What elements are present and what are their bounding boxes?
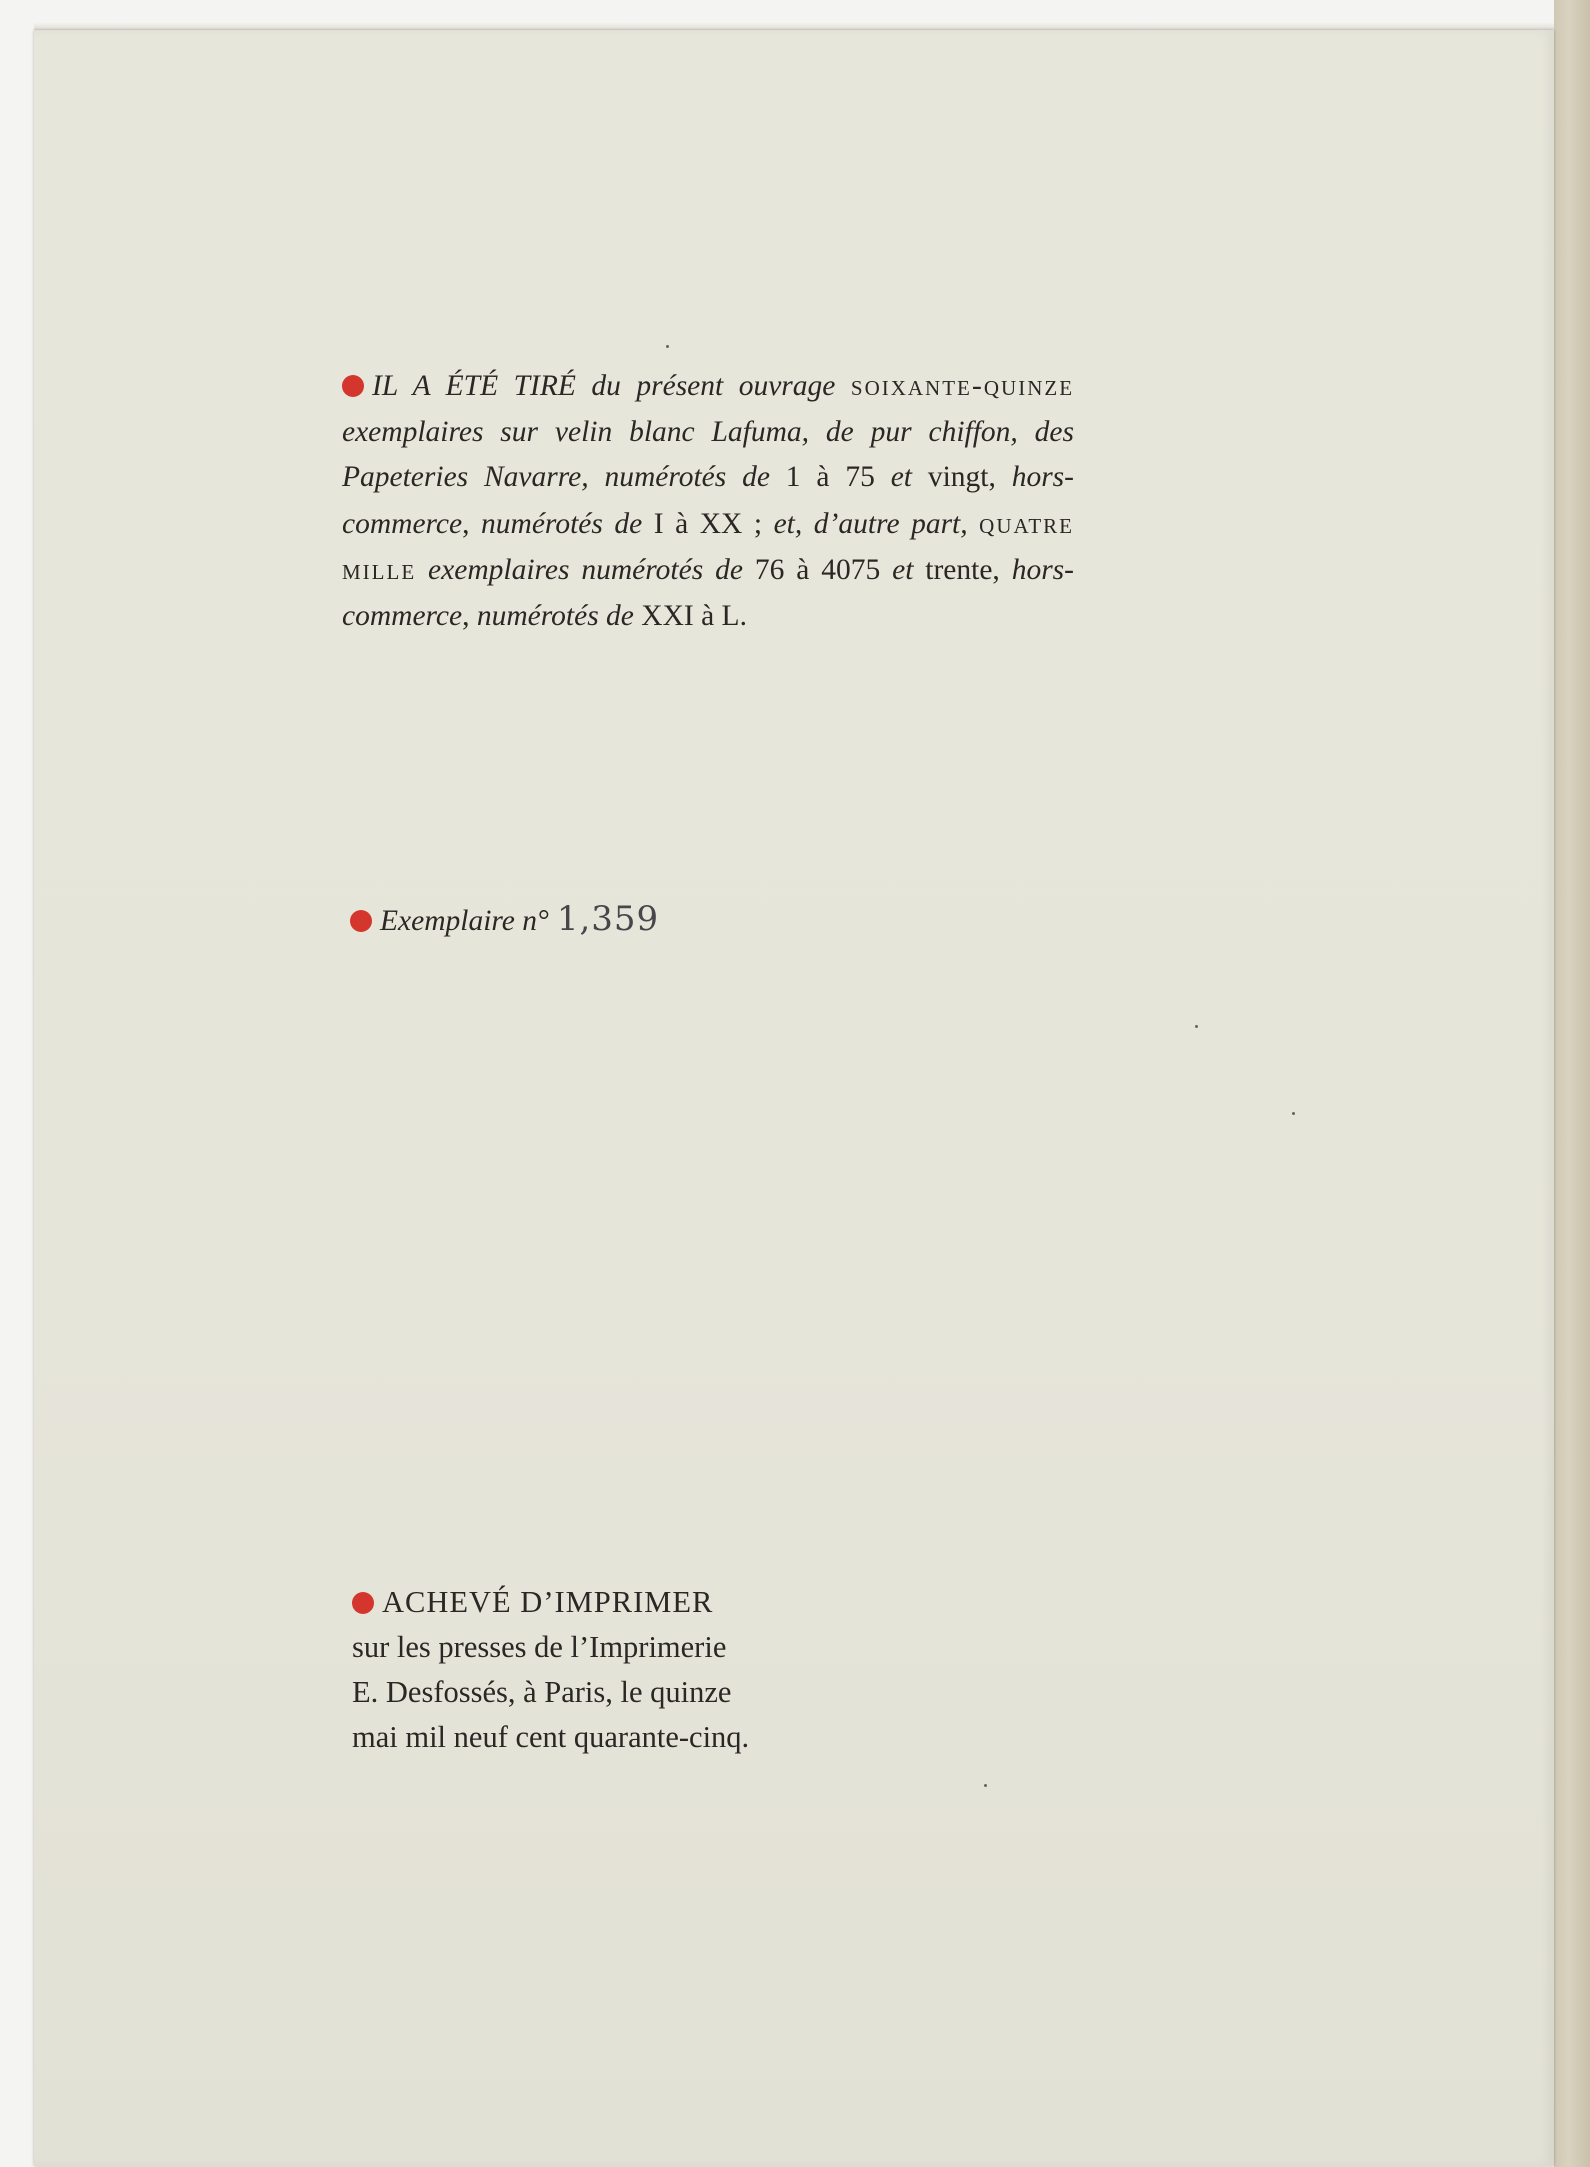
edition-run: exemplaires numérotés de: [416, 554, 755, 586]
edition-run: vingt,: [927, 461, 1012, 493]
edition-statement: [342, 363, 1074, 639]
printing-line: E. Desfossés, à Paris, le quinze: [352, 1675, 732, 1709]
edition-run: soixante-quinze: [850, 369, 1075, 402]
edition-run: ,: [462, 507, 482, 540]
red-bullet-icon: [342, 375, 364, 397]
red-bullet-icon: [352, 1592, 374, 1614]
paper-speck: [1195, 1025, 1198, 1028]
edition-text: [342, 370, 1074, 632]
printing-statement: [352, 1580, 749, 1760]
copy-number-line: [350, 897, 659, 945]
colophon-page: [34, 30, 1554, 2166]
printing-line: sur les presses de l’Imprimerie: [352, 1630, 727, 1664]
edition-run: XXI à L.: [641, 599, 747, 632]
paper-speck: [666, 345, 669, 348]
edition-run: et: [874, 461, 928, 493]
copy-label: Exemplaire n°: [380, 905, 549, 937]
edition-run: du présent ouvrage: [575, 370, 851, 402]
edition-run: ,: [462, 599, 477, 632]
edition-run: exemplaires sur velin blanc Lafuma, de pur chiffon, des Papeteries Navarre, numérotés de: [342, 415, 1074, 493]
printing-line: mai mil neuf cent quarante-cinq.: [352, 1720, 750, 1754]
edition-paragraph: [342, 363, 1074, 639]
edition-run: 1 à 75: [785, 461, 875, 493]
edition-run: IL A ÉTÉ TIRÉ: [372, 370, 576, 402]
paper-speck: [1292, 1112, 1295, 1115]
edition-run: hors-commerce: [342, 461, 1074, 540]
edition-run: trente,: [925, 554, 1012, 586]
red-bullet-icon: [350, 910, 372, 932]
edition-run: et: [880, 554, 926, 586]
edition-run: I à XX ;: [653, 507, 763, 540]
edition-run: quatre mille: [342, 506, 1074, 586]
paper-speck: [984, 1784, 987, 1787]
edition-run: hors-commerce: [342, 554, 1074, 632]
edition-run: numérotés de: [481, 507, 654, 540]
book-page-edge: [1554, 0, 1590, 2167]
copy-number: 1,359: [556, 899, 660, 939]
edition-run: 76 à 4075: [754, 554, 881, 586]
edition-run: numérotés de: [476, 599, 642, 632]
edition-run: et, d’autre part,: [762, 507, 980, 540]
printing-heading: ACHEVÉ D’IMPRIMER: [382, 1585, 714, 1619]
